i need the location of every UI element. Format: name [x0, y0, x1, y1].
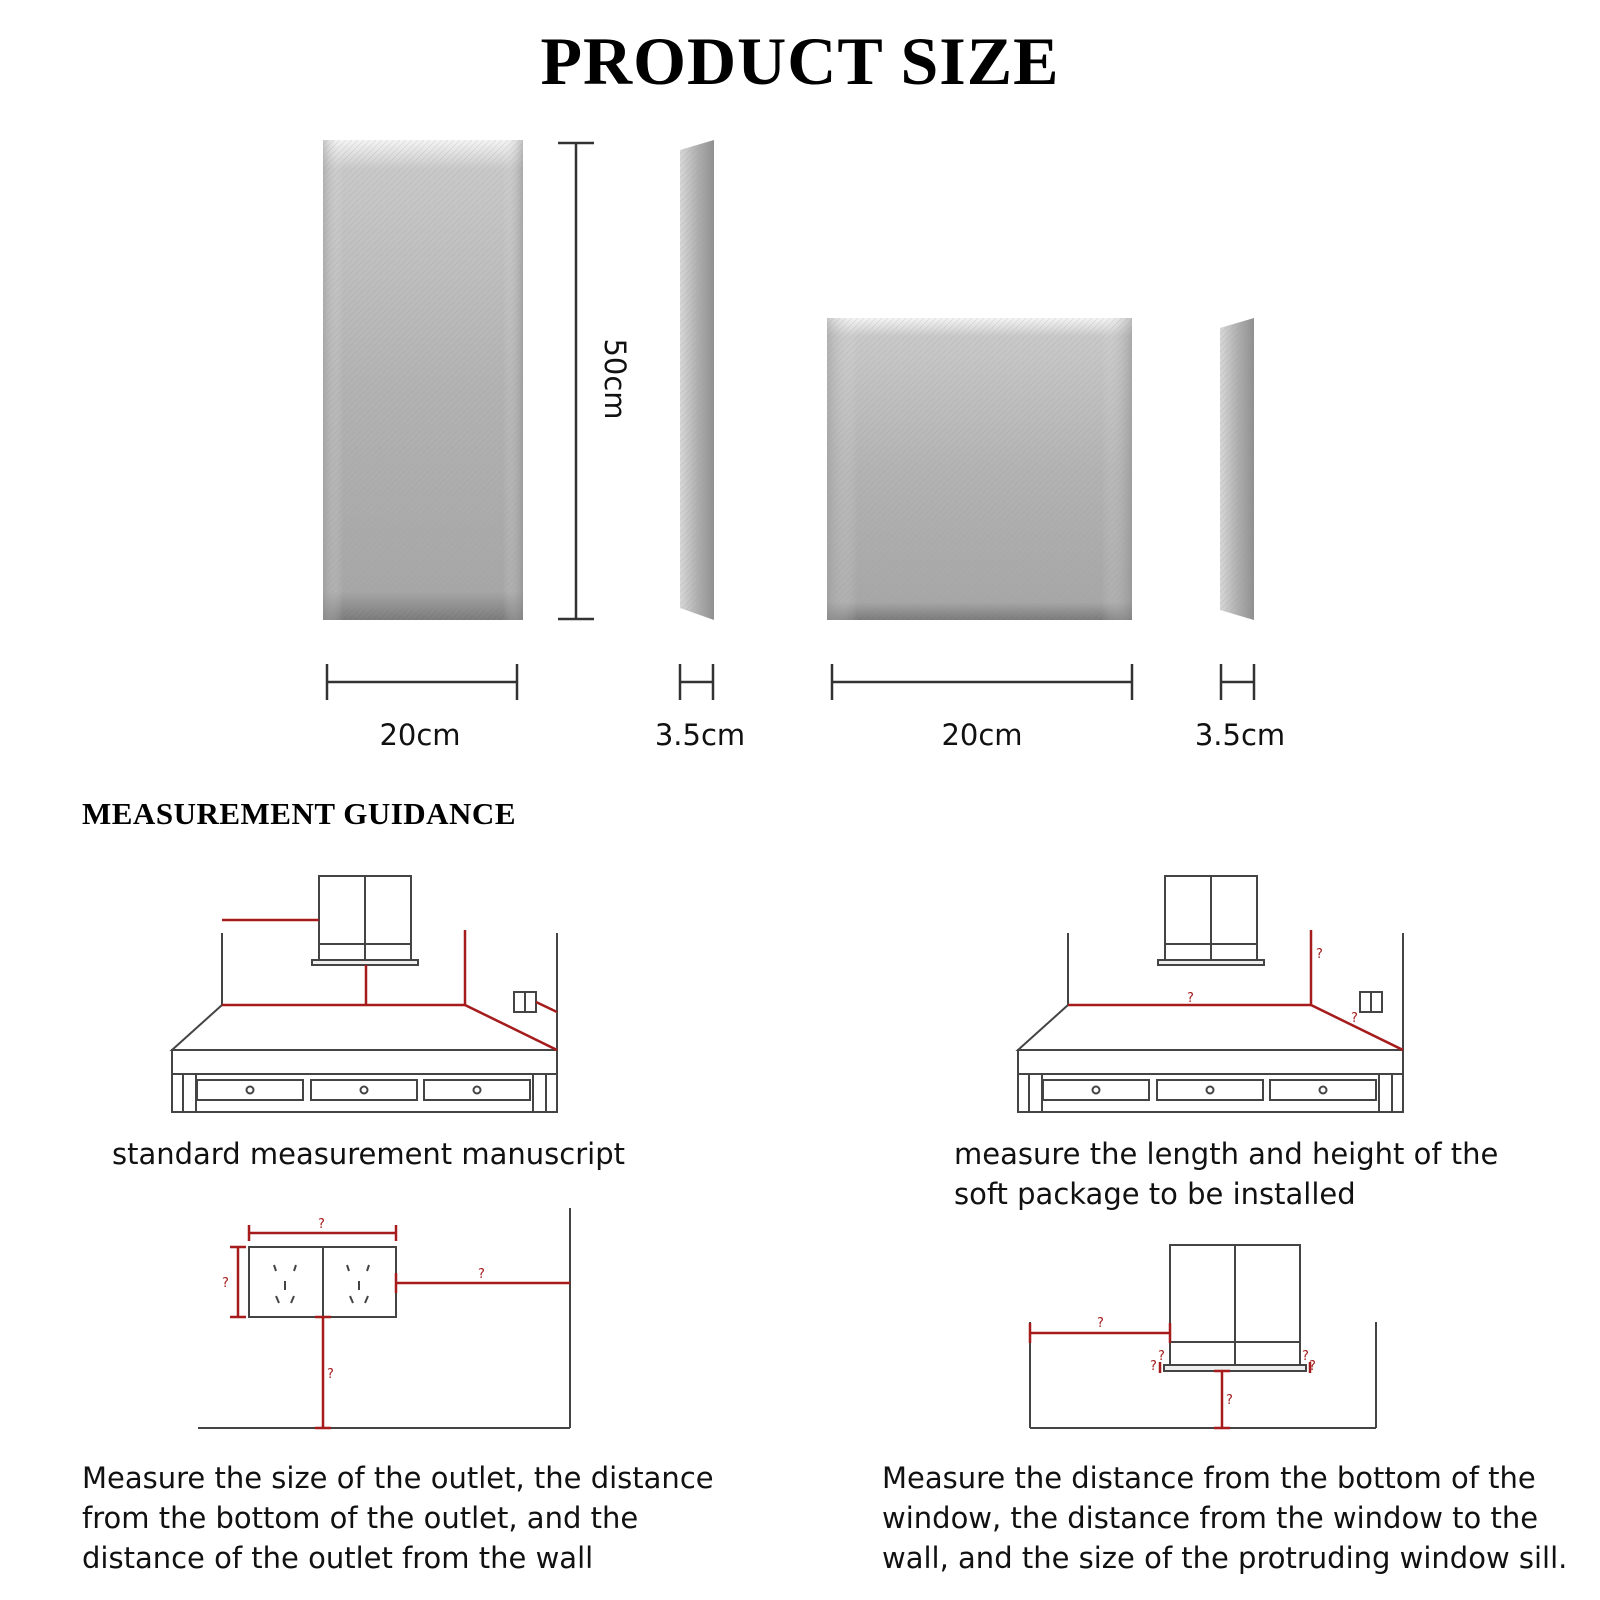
svg-text:?: ?: [1309, 1359, 1316, 1374]
svg-text:?: ?: [222, 1276, 229, 1291]
standard-measure-lines: [222, 920, 557, 1050]
tall-panel-height-label: 50cm: [598, 338, 632, 420]
guidance-caption-window: Measure the distance from the bottom of the window, the distance from the window to the wall, and the size of the protruding window sill.: [882, 1461, 1568, 1575]
square-panel-side: [1220, 318, 1254, 620]
outlet-diagram: [198, 1208, 570, 1428]
outlet-socket-right: [347, 1265, 369, 1303]
tall-panel-side: [680, 140, 714, 620]
svg-text:?: ?: [1150, 1359, 1157, 1374]
guidance-caption-standard: standard measurement manuscript: [112, 1137, 625, 1171]
svg-text:?: ?: [1316, 947, 1323, 962]
svg-text:?: ?: [1302, 1349, 1309, 1364]
square-depth-dimension-line: [1221, 664, 1254, 700]
svg-text:?: ?: [318, 1217, 325, 1232]
bed-room-diagram-soft-package: [1018, 876, 1403, 1112]
outlet-small-icon: [514, 992, 536, 1012]
square-width-dimension-line: [832, 664, 1132, 700]
svg-text:?: ?: [1158, 1349, 1165, 1364]
tall-panel-width-label: 20cm: [379, 718, 461, 752]
outlet-small-icon: [1360, 992, 1382, 1012]
svg-text:?: ?: [1187, 991, 1194, 1006]
window-measure-lines: [1030, 1323, 1310, 1428]
tall-width-dimension-line: [327, 664, 517, 700]
measurement-guidance-heading: MEASUREMENT GUIDANCE: [82, 796, 516, 831]
window-diagram: [1030, 1245, 1376, 1428]
tall-panel-depth-label: 3.5cm: [654, 718, 746, 752]
bed-room-diagram-standard: [172, 876, 557, 1112]
square-panel-front: [827, 318, 1132, 620]
svg-text:?: ?: [327, 1367, 334, 1382]
square-panel-depth-label: 3.5cm: [1194, 718, 1286, 752]
square-panel-width-label: 20cm: [941, 718, 1023, 752]
soft-package-measure-lines: [1068, 930, 1403, 1050]
tall-depth-dimension-line: [680, 664, 713, 700]
page-title: PRODUCT SIZE: [540, 23, 1060, 99]
tall-panel-front: [323, 140, 523, 620]
guidance-caption-outlet: Measure the size of the outlet, the distance from the bottom of the outlet, and the distance of the outlet from the wall: [82, 1461, 714, 1575]
svg-text:?: ?: [1351, 1011, 1358, 1026]
svg-text:?: ?: [1097, 1316, 1104, 1331]
outlet-measure-lines: [230, 1225, 570, 1428]
svg-text:?: ?: [1226, 1393, 1233, 1408]
svg-text:?: ?: [478, 1267, 485, 1282]
outlet-socket-left: [274, 1265, 296, 1303]
height-dimension-line: [558, 143, 594, 619]
guidance-caption-soft-package: measure the length and height of the soft package to be installed: [954, 1137, 1499, 1211]
